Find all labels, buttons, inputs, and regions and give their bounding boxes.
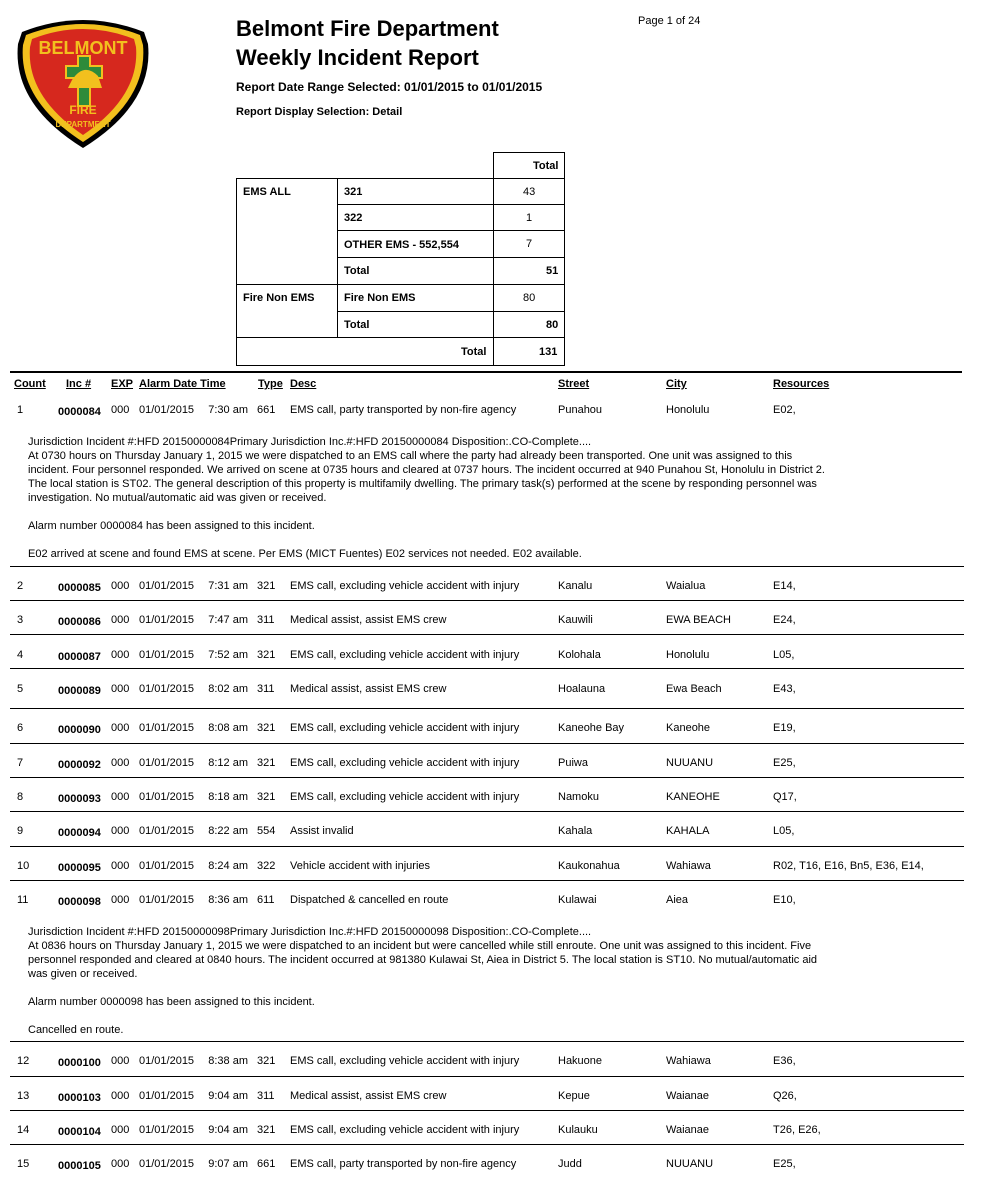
narrative-alarm: Alarm number 0000084 has been assigned to this incident. bbox=[28, 520, 315, 532]
col-city: City bbox=[666, 378, 687, 390]
summary-fire-row-value: 80 bbox=[523, 292, 536, 304]
svg-text:BELMONT: BELMONT bbox=[38, 38, 128, 58]
exp-code: 000 bbox=[111, 1055, 130, 1067]
city: Wahiawa bbox=[666, 1055, 711, 1067]
alarm-date: 01/01/2015 bbox=[139, 1158, 195, 1170]
row-count: 6 bbox=[17, 722, 24, 734]
row-divider bbox=[10, 1041, 964, 1042]
row-divider bbox=[10, 668, 964, 669]
incident-type: 311 bbox=[257, 683, 275, 695]
incident-type: 321 bbox=[257, 1124, 276, 1136]
alarm-time: 8:22 am bbox=[208, 825, 248, 837]
alarm-date: 01/01/2015 bbox=[139, 1090, 195, 1102]
header-divider bbox=[10, 371, 962, 373]
city: Ewa Beach bbox=[666, 683, 722, 695]
incident-desc: EMS call, excluding vehicle accident with injury bbox=[290, 1124, 520, 1136]
exp-code: 000 bbox=[111, 683, 130, 695]
incident-number: 0000105 bbox=[58, 1160, 101, 1172]
incident-number: 0000094 bbox=[58, 827, 101, 839]
incident-number: 0000104 bbox=[58, 1126, 101, 1138]
resources: E02, bbox=[773, 404, 796, 416]
street: Kepue bbox=[558, 1090, 590, 1102]
row-count: 15 bbox=[17, 1158, 30, 1170]
incident-desc: Assist invalid bbox=[290, 825, 354, 837]
incident-desc: EMS call, excluding vehicle accident with injury bbox=[290, 1055, 520, 1067]
table-row bbox=[0, 1124, 982, 1144]
city: Waianae bbox=[666, 1090, 710, 1102]
incident-desc: EMS call, excluding vehicle accident with injury bbox=[290, 757, 520, 769]
incident-type: 321 bbox=[257, 791, 276, 803]
table-row bbox=[0, 757, 982, 777]
city: Waianae bbox=[666, 1124, 710, 1136]
incident-desc: Dispatched & cancelled en route bbox=[290, 894, 449, 906]
exp-code: 000 bbox=[111, 1090, 130, 1102]
resources: Q26, bbox=[773, 1090, 797, 1102]
city: Wahiawa bbox=[666, 860, 711, 872]
summary-fire-total-label: Total bbox=[344, 319, 370, 331]
summary-ems-total-label: Total bbox=[344, 265, 370, 277]
incident-type: 322 bbox=[257, 860, 276, 872]
alarm-time: 8:12 am bbox=[208, 757, 248, 769]
report-title: Weekly Incident Report bbox=[236, 45, 479, 70]
exp-code: 000 bbox=[111, 722, 130, 734]
street: Kaukonahua bbox=[558, 860, 620, 872]
alarm-time: 9:04 am bbox=[208, 1090, 248, 1102]
alarm-date: 01/01/2015 bbox=[139, 894, 195, 906]
street: Hakuone bbox=[558, 1055, 603, 1067]
city: EWA BEACH bbox=[666, 614, 731, 626]
alarm-time: 7:30 am bbox=[208, 404, 248, 416]
table-row bbox=[0, 614, 982, 634]
summary-fire-total: 80 bbox=[546, 319, 559, 331]
row-count: 13 bbox=[17, 1090, 30, 1102]
incident-desc: EMS call, party transported by non-fire agency bbox=[290, 1158, 517, 1170]
incident-type: 661 bbox=[257, 1158, 276, 1170]
table-row bbox=[0, 791, 982, 811]
summary-ems-label: EMS ALL bbox=[243, 186, 291, 198]
col-resources: Resources bbox=[773, 378, 830, 390]
exp-code: 000 bbox=[111, 580, 130, 592]
narrative-jurisdiction: Jurisdiction Incident #:HFD 20150000098Primary Jurisdiction Inc.#:HFD 20150000098 Disposition:.CO-Complete.... bbox=[28, 926, 592, 938]
alarm-date: 01/01/2015 bbox=[139, 1124, 195, 1136]
alarm-date: 01/01/2015 bbox=[139, 614, 195, 626]
table-row bbox=[0, 894, 982, 914]
incident-desc: EMS call, excluding vehicle accident with injury bbox=[290, 649, 520, 661]
report-org-title: Belmont Fire Department bbox=[236, 16, 499, 41]
col-inc: Inc # bbox=[66, 378, 92, 390]
page-number: Page 1 of 24 bbox=[638, 15, 701, 27]
row-count: 5 bbox=[17, 683, 24, 695]
resources: E43, bbox=[773, 683, 796, 695]
incident-type: 321 bbox=[257, 722, 276, 734]
row-count: 2 bbox=[17, 580, 24, 592]
narrative-note: E02 arrived at scene and found EMS at scene. Per EMS (MICT Fuentes) E02 services not needed. E02 available. bbox=[28, 548, 582, 560]
city: KAHALA bbox=[666, 825, 710, 837]
table-row bbox=[0, 722, 982, 742]
street: Kulawai bbox=[558, 894, 597, 906]
summary-fire-label: Fire Non EMS bbox=[243, 292, 315, 304]
street: Puiwa bbox=[558, 757, 588, 769]
summary-ems-row-value: 1 bbox=[526, 212, 533, 224]
exp-code: 000 bbox=[111, 404, 130, 416]
row-count: 7 bbox=[17, 757, 24, 769]
col-type: Type bbox=[258, 378, 283, 390]
street: Judd bbox=[558, 1158, 582, 1170]
row-count: 12 bbox=[17, 1055, 30, 1067]
alarm-date: 01/01/2015 bbox=[139, 791, 195, 803]
exp-code: 000 bbox=[111, 1158, 130, 1170]
exp-code: 000 bbox=[111, 649, 130, 661]
row-divider bbox=[10, 708, 964, 709]
summary-ems-row-name: 321 bbox=[344, 186, 363, 198]
col-alarm: Alarm Date Time bbox=[139, 378, 226, 390]
svg-text:DEPARTMENT: DEPARTMENT bbox=[55, 120, 111, 129]
table-row bbox=[0, 825, 982, 845]
svg-text:FIRE: FIRE bbox=[69, 103, 97, 117]
table-row bbox=[0, 1090, 982, 1110]
incident-type: 311 bbox=[257, 614, 275, 626]
exp-code: 000 bbox=[111, 757, 130, 769]
table-row bbox=[0, 404, 982, 424]
incident-number: 0000095 bbox=[58, 862, 101, 874]
display-selection: Report Display Selection: Detail bbox=[236, 106, 403, 118]
summary-grand-total: 131 bbox=[539, 346, 558, 358]
street: Punahou bbox=[558, 404, 603, 416]
summary-ems-row-name: 322 bbox=[344, 212, 363, 224]
summary-ems-total: 51 bbox=[546, 265, 559, 277]
alarm-time: 8:38 am bbox=[208, 1055, 248, 1067]
table-row bbox=[0, 1055, 982, 1075]
street: Kaneohe Bay bbox=[558, 722, 625, 734]
row-count: 4 bbox=[17, 649, 24, 661]
summary-total-header: Total bbox=[533, 160, 559, 172]
city: Aiea bbox=[666, 894, 689, 906]
incident-desc: EMS call, excluding vehicle accident with injury bbox=[290, 722, 520, 734]
resources: L05, bbox=[773, 825, 795, 837]
alarm-time: 8:18 am bbox=[208, 791, 248, 803]
row-divider bbox=[10, 634, 964, 635]
incident-number: 0000087 bbox=[58, 651, 101, 663]
alarm-time: 8:36 am bbox=[208, 894, 248, 906]
summary-fire-row-name: Fire Non EMS bbox=[344, 292, 416, 304]
resources: E19, bbox=[773, 722, 796, 734]
table-row bbox=[0, 580, 982, 600]
col-count: Count bbox=[14, 378, 46, 390]
alarm-time: 9:07 am bbox=[208, 1158, 248, 1170]
street: Kolohala bbox=[558, 649, 601, 661]
row-divider bbox=[10, 880, 964, 881]
exp-code: 000 bbox=[111, 1124, 130, 1136]
row-divider bbox=[10, 846, 964, 847]
table-row bbox=[0, 1158, 982, 1178]
resources: E36, bbox=[773, 1055, 796, 1067]
alarm-date: 01/01/2015 bbox=[139, 722, 195, 734]
incident-type: 661 bbox=[257, 404, 276, 416]
table-row bbox=[0, 649, 982, 669]
street: Namoku bbox=[558, 791, 599, 803]
belmont-fire-logo bbox=[12, 14, 154, 151]
resources: E24, bbox=[773, 614, 796, 626]
city: Kaneohe bbox=[666, 722, 711, 734]
row-divider bbox=[10, 600, 964, 601]
resources: E25, bbox=[773, 1158, 796, 1170]
row-divider bbox=[10, 743, 964, 744]
narrative-body: At 0730 hours on Thursday January 1, 2015 we were dispatched to an EMS call where the party had already been transported. One unit was assigned to this incident. Four personnel responded. We arrived on scene at 0735 hours and cleared at 0737 hours. The incident occurred at 940 Punahou St, Honolulu in District 2. The local station is ST02. The general description of this property is multifamily dwelling. The primary task(s) performed at the scene by responding personnel was investigation. No mutual/automatic aid was given or received. bbox=[28, 450, 825, 504]
alarm-time: 9:04 am bbox=[208, 1124, 248, 1136]
resources: E25, bbox=[773, 757, 796, 769]
street: Kulauku bbox=[558, 1124, 598, 1136]
incident-number: 0000086 bbox=[58, 616, 101, 628]
row-count: 3 bbox=[17, 614, 24, 626]
incident-number: 0000103 bbox=[58, 1092, 101, 1104]
incident-number: 0000090 bbox=[58, 724, 101, 736]
incident-desc: Medical assist, assist EMS crew bbox=[290, 1090, 447, 1102]
incident-type: 611 bbox=[257, 894, 275, 906]
alarm-date: 01/01/2015 bbox=[139, 649, 195, 661]
street: Hoalauna bbox=[558, 683, 606, 695]
resources: R02, T16, E16, Bn5, E36, E14, bbox=[773, 860, 924, 872]
city: KANEOHE bbox=[666, 791, 720, 803]
table-row bbox=[0, 683, 982, 703]
incident-desc: EMS call, excluding vehicle accident with injury bbox=[290, 580, 520, 592]
incident-number: 0000092 bbox=[58, 759, 101, 771]
incident-type: 321 bbox=[257, 649, 276, 661]
street: Kanalu bbox=[558, 580, 593, 592]
alarm-date: 01/01/2015 bbox=[139, 580, 195, 592]
resources: E14, bbox=[773, 580, 796, 592]
city: Honolulu bbox=[666, 649, 710, 661]
alarm-date: 01/01/2015 bbox=[139, 404, 195, 416]
col-exp: EXP bbox=[111, 378, 134, 390]
alarm-time: 8:24 am bbox=[208, 860, 248, 872]
resources: T26, E26, bbox=[773, 1124, 821, 1136]
alarm-date: 01/01/2015 bbox=[139, 825, 195, 837]
exp-code: 000 bbox=[111, 791, 130, 803]
resources: Q17, bbox=[773, 791, 797, 803]
city: NUUANU bbox=[666, 1158, 714, 1170]
alarm-date: 01/01/2015 bbox=[139, 1055, 195, 1067]
row-count: 11 bbox=[17, 894, 29, 906]
summary-grand-label: Total bbox=[461, 346, 487, 358]
city: NUUANU bbox=[666, 757, 714, 769]
row-divider bbox=[10, 1110, 964, 1111]
row-divider bbox=[10, 1144, 964, 1145]
street: Kahala bbox=[558, 825, 593, 837]
incident-number: 0000098 bbox=[58, 896, 101, 908]
resources: L05, bbox=[773, 649, 795, 661]
narrative-body: At 0836 hours on Thursday January 1, 2015 we were dispatched to an incident but were cancelled while still enroute. One unit was assigned to this incident. Five personnel responded and cleared at 0840 hours. The incident occurred at 981380 Kulawai St, Aiea in District 5. The local station is ST10. No mutual/automatic aid was given or received. bbox=[28, 940, 818, 980]
incident-number: 0000084 bbox=[58, 406, 101, 418]
incident-number: 0000100 bbox=[58, 1057, 101, 1069]
incident-desc: EMS call, party transported by non-fire agency bbox=[290, 404, 517, 416]
alarm-date: 01/01/2015 bbox=[139, 860, 195, 872]
narrative-jurisdiction: Jurisdiction Incident #:HFD 20150000084Primary Jurisdiction Inc.#:HFD 20150000084 Disposition:.CO-Complete.... bbox=[28, 436, 592, 448]
incident-type: 554 bbox=[257, 825, 276, 837]
exp-code: 000 bbox=[111, 894, 130, 906]
row-divider bbox=[10, 811, 964, 812]
alarm-time: 7:52 am bbox=[208, 649, 248, 661]
row-count: 14 bbox=[17, 1124, 30, 1136]
col-desc: Desc bbox=[290, 378, 317, 390]
city: Waialua bbox=[666, 580, 706, 592]
incident-narrative bbox=[28, 435, 828, 561]
row-divider bbox=[10, 777, 964, 778]
summary-ems-row-value: 43 bbox=[523, 186, 536, 198]
incident-desc: Vehicle accident with injuries bbox=[290, 860, 431, 872]
alarm-date: 01/01/2015 bbox=[139, 683, 195, 695]
row-count: 8 bbox=[17, 791, 24, 803]
incident-number: 0000085 bbox=[58, 582, 101, 594]
summary-ems-row-value: 7 bbox=[526, 238, 533, 250]
row-count: 10 bbox=[17, 860, 30, 872]
incident-desc: Medical assist, assist EMS crew bbox=[290, 683, 447, 695]
summary-table bbox=[236, 152, 566, 366]
row-count: 9 bbox=[17, 825, 24, 837]
incident-type: 321 bbox=[257, 1055, 276, 1067]
incident-type: 311 bbox=[257, 1090, 275, 1102]
table-row bbox=[0, 860, 982, 880]
exp-code: 000 bbox=[111, 860, 130, 872]
incident-type: 321 bbox=[257, 757, 276, 769]
alarm-time: 8:02 am bbox=[208, 683, 248, 695]
narrative-alarm: Alarm number 0000098 has been assigned to this incident. bbox=[28, 996, 315, 1008]
incident-number: 0000089 bbox=[58, 685, 101, 697]
incident-narrative bbox=[28, 925, 828, 1037]
row-divider bbox=[10, 566, 964, 567]
exp-code: 000 bbox=[111, 825, 130, 837]
incident-desc: Medical assist, assist EMS crew bbox=[290, 614, 447, 626]
alarm-time: 7:31 am bbox=[208, 580, 248, 592]
date-range: Report Date Range Selected: 01/01/2015 to 01/01/2015 bbox=[236, 80, 543, 94]
summary-ems-row-name: OTHER EMS - 552,554 bbox=[344, 239, 459, 251]
city: Honolulu bbox=[666, 404, 710, 416]
alarm-date: 01/01/2015 bbox=[139, 757, 195, 769]
street: Kauwili bbox=[558, 614, 593, 626]
col-street: Street bbox=[558, 378, 590, 390]
row-divider bbox=[10, 1076, 964, 1077]
exp-code: 000 bbox=[111, 614, 130, 626]
incident-number: 0000093 bbox=[58, 793, 101, 805]
narrative-note: Cancelled en route. bbox=[28, 1024, 124, 1036]
alarm-time: 8:08 am bbox=[208, 722, 248, 734]
incident-desc: EMS call, excluding vehicle accident with injury bbox=[290, 791, 520, 803]
alarm-time: 7:47 am bbox=[208, 614, 248, 626]
resources: E10, bbox=[773, 894, 796, 906]
row-count: 1 bbox=[17, 404, 24, 416]
incident-type: 321 bbox=[257, 580, 276, 592]
